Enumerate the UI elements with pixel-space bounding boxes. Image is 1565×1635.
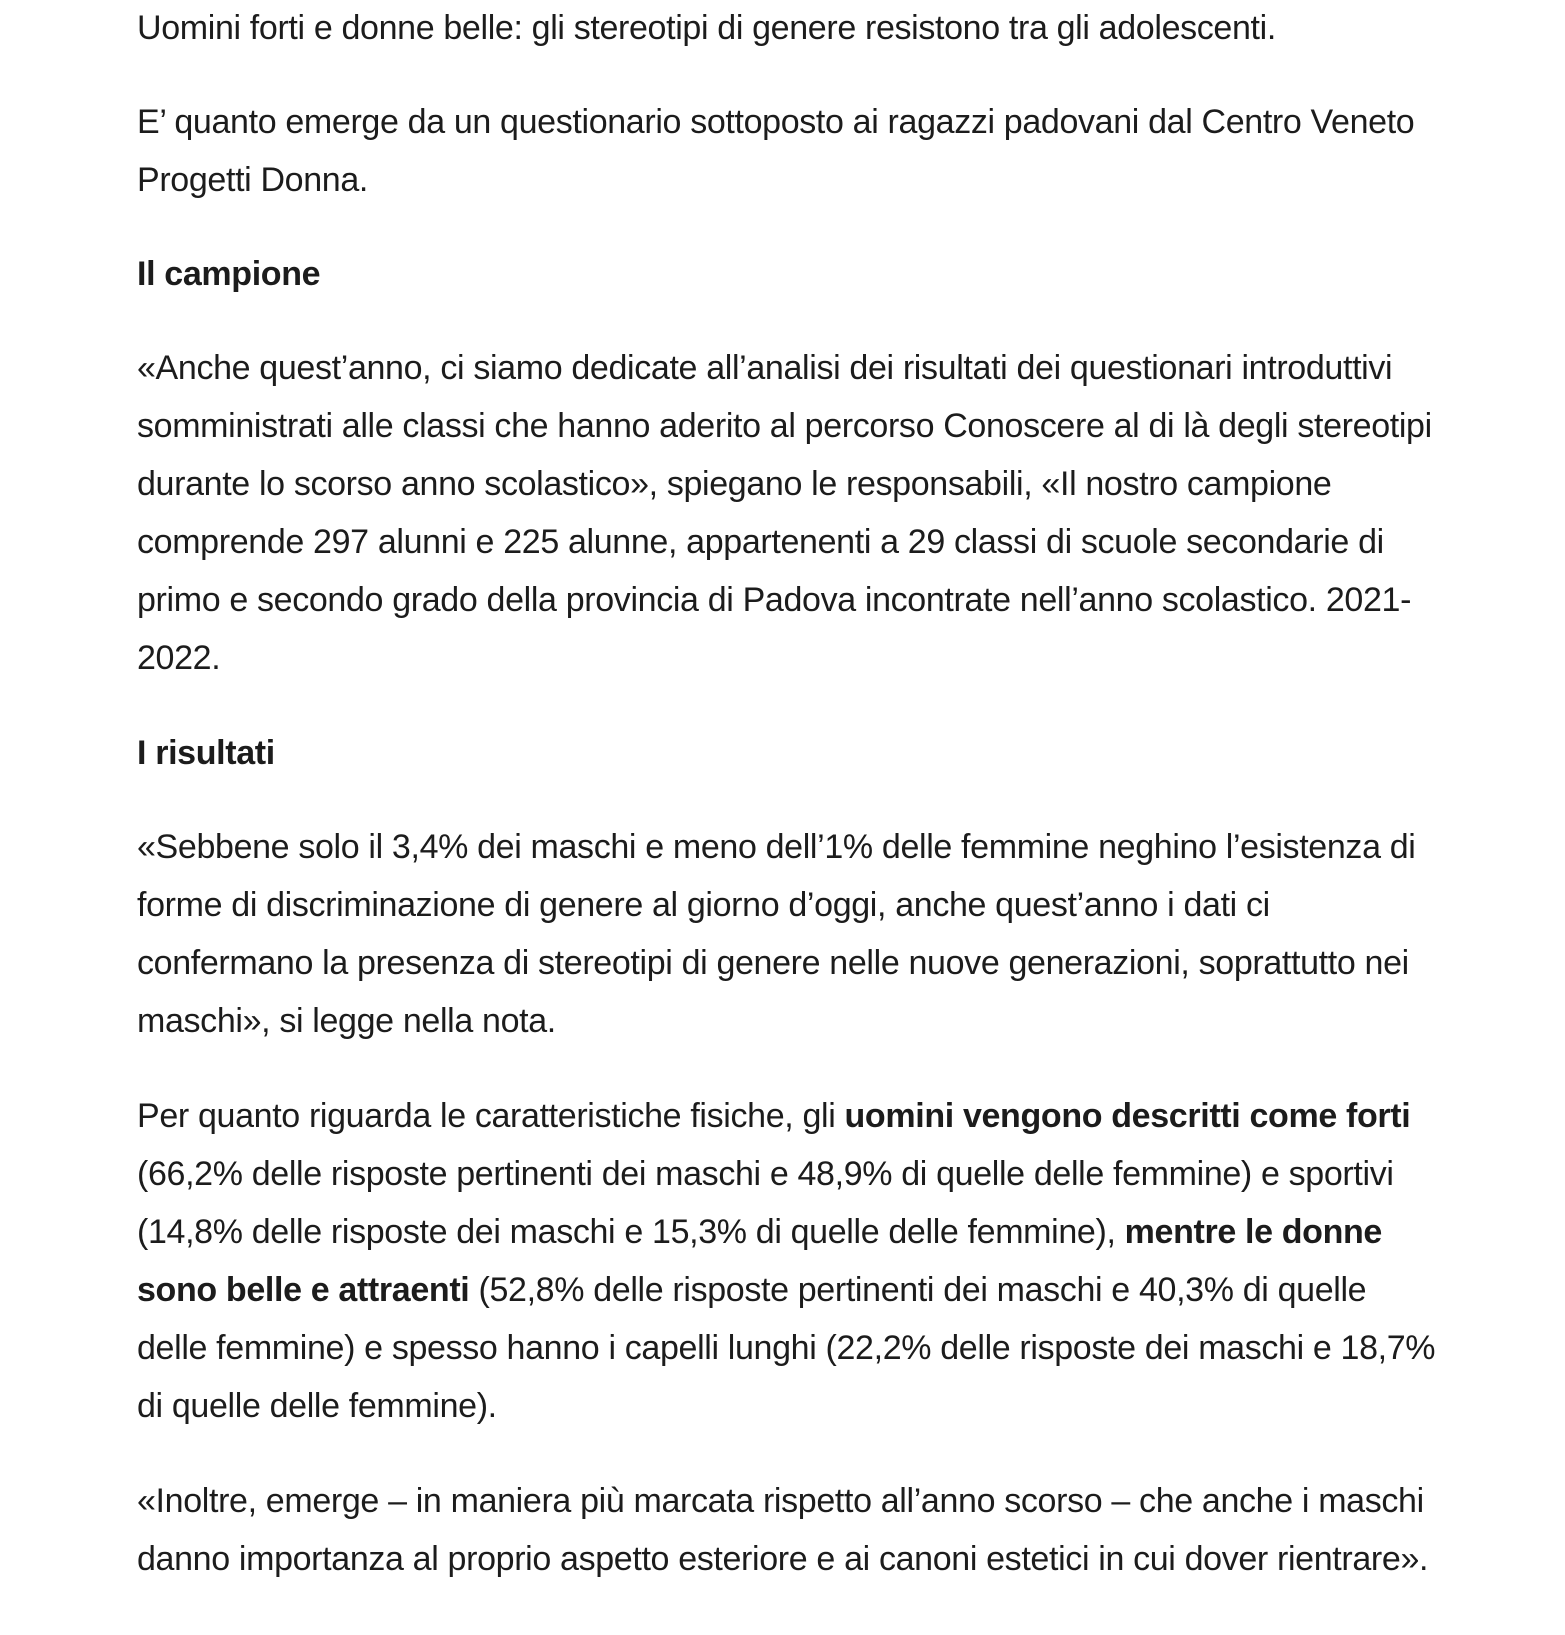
section-heading-campione: Il campione — [137, 255, 321, 293]
text-run: (52,8% delle risposte pertinenti dei maschi e 40,3% di quelle delle femmine) e spesso hanno i capelli lunghi (22,2% delle risposte dei maschi e 18,7% di quelle delle femmine). — [137, 1271, 1436, 1425]
lead-paragraph: Uomini forti e donne belle: gli stereotipi di genere resistono tra gli adolescenti. — [137, 9, 1276, 47]
intro-paragraph: E’ quanto emerge da un questionario sottoposto ai ragazzi padovani dal Centro Veneto Progetti Donna. — [137, 103, 1415, 199]
section-heading-risultati: I risultati — [137, 734, 275, 772]
text-run: (66,2% delle risposte pertinenti dei maschi e 48,9% di quelle delle femmine) e sportivi (14,8% delle risposte dei maschi e 15,3% di quelle delle femmine), — [137, 1155, 1394, 1251]
risultati-paragraph-2 — [137, 1087, 1437, 1435]
campione-paragraph: «Anche quest’anno, ci siamo dedicate all’analisi dei risultati dei questionari introduttivi somministrati alle classi che hanno aderito al percorso Conoscere al di là degli stereotipi durante lo scorso anno scolastico», spiegano le responsabili, «Il nostro campione comprende 297 alunni e 225 alunne, appartenenti a 29 classi di scuole secondarie di primo e secondo grado della provincia di Padova incontrate nell’anno scolastico. 2021-2022. — [137, 349, 1432, 677]
text-run: Per quanto riguarda le caratteristiche fisiche, gli — [137, 1097, 845, 1135]
risultati-paragraph-1: «Sebbene solo il 3,4% dei maschi e meno dell’1% delle femmine neghino l’esistenza di forme di discriminazione di genere al giorno d’oggi, anche quest’anno i dati ci confermano la presenza di stereotipi di genere nelle nuove generazioni, soprattutto nei maschi», si legge nella nota. — [137, 828, 1416, 1040]
risultati-paragraph-3: «Inoltre, emerge – in maniera più marcata rispetto all’anno scorso – che anche i maschi danno importanza al proprio aspetto esteriore e ai canoni estetici in cui dover rientrare». — [137, 1482, 1429, 1578]
bold-highlight-women: mentre le donne sono belle e attraenti — [137, 1213, 1382, 1309]
bold-highlight-men: uomini vengono descritti come forti — [844, 1097, 1411, 1135]
